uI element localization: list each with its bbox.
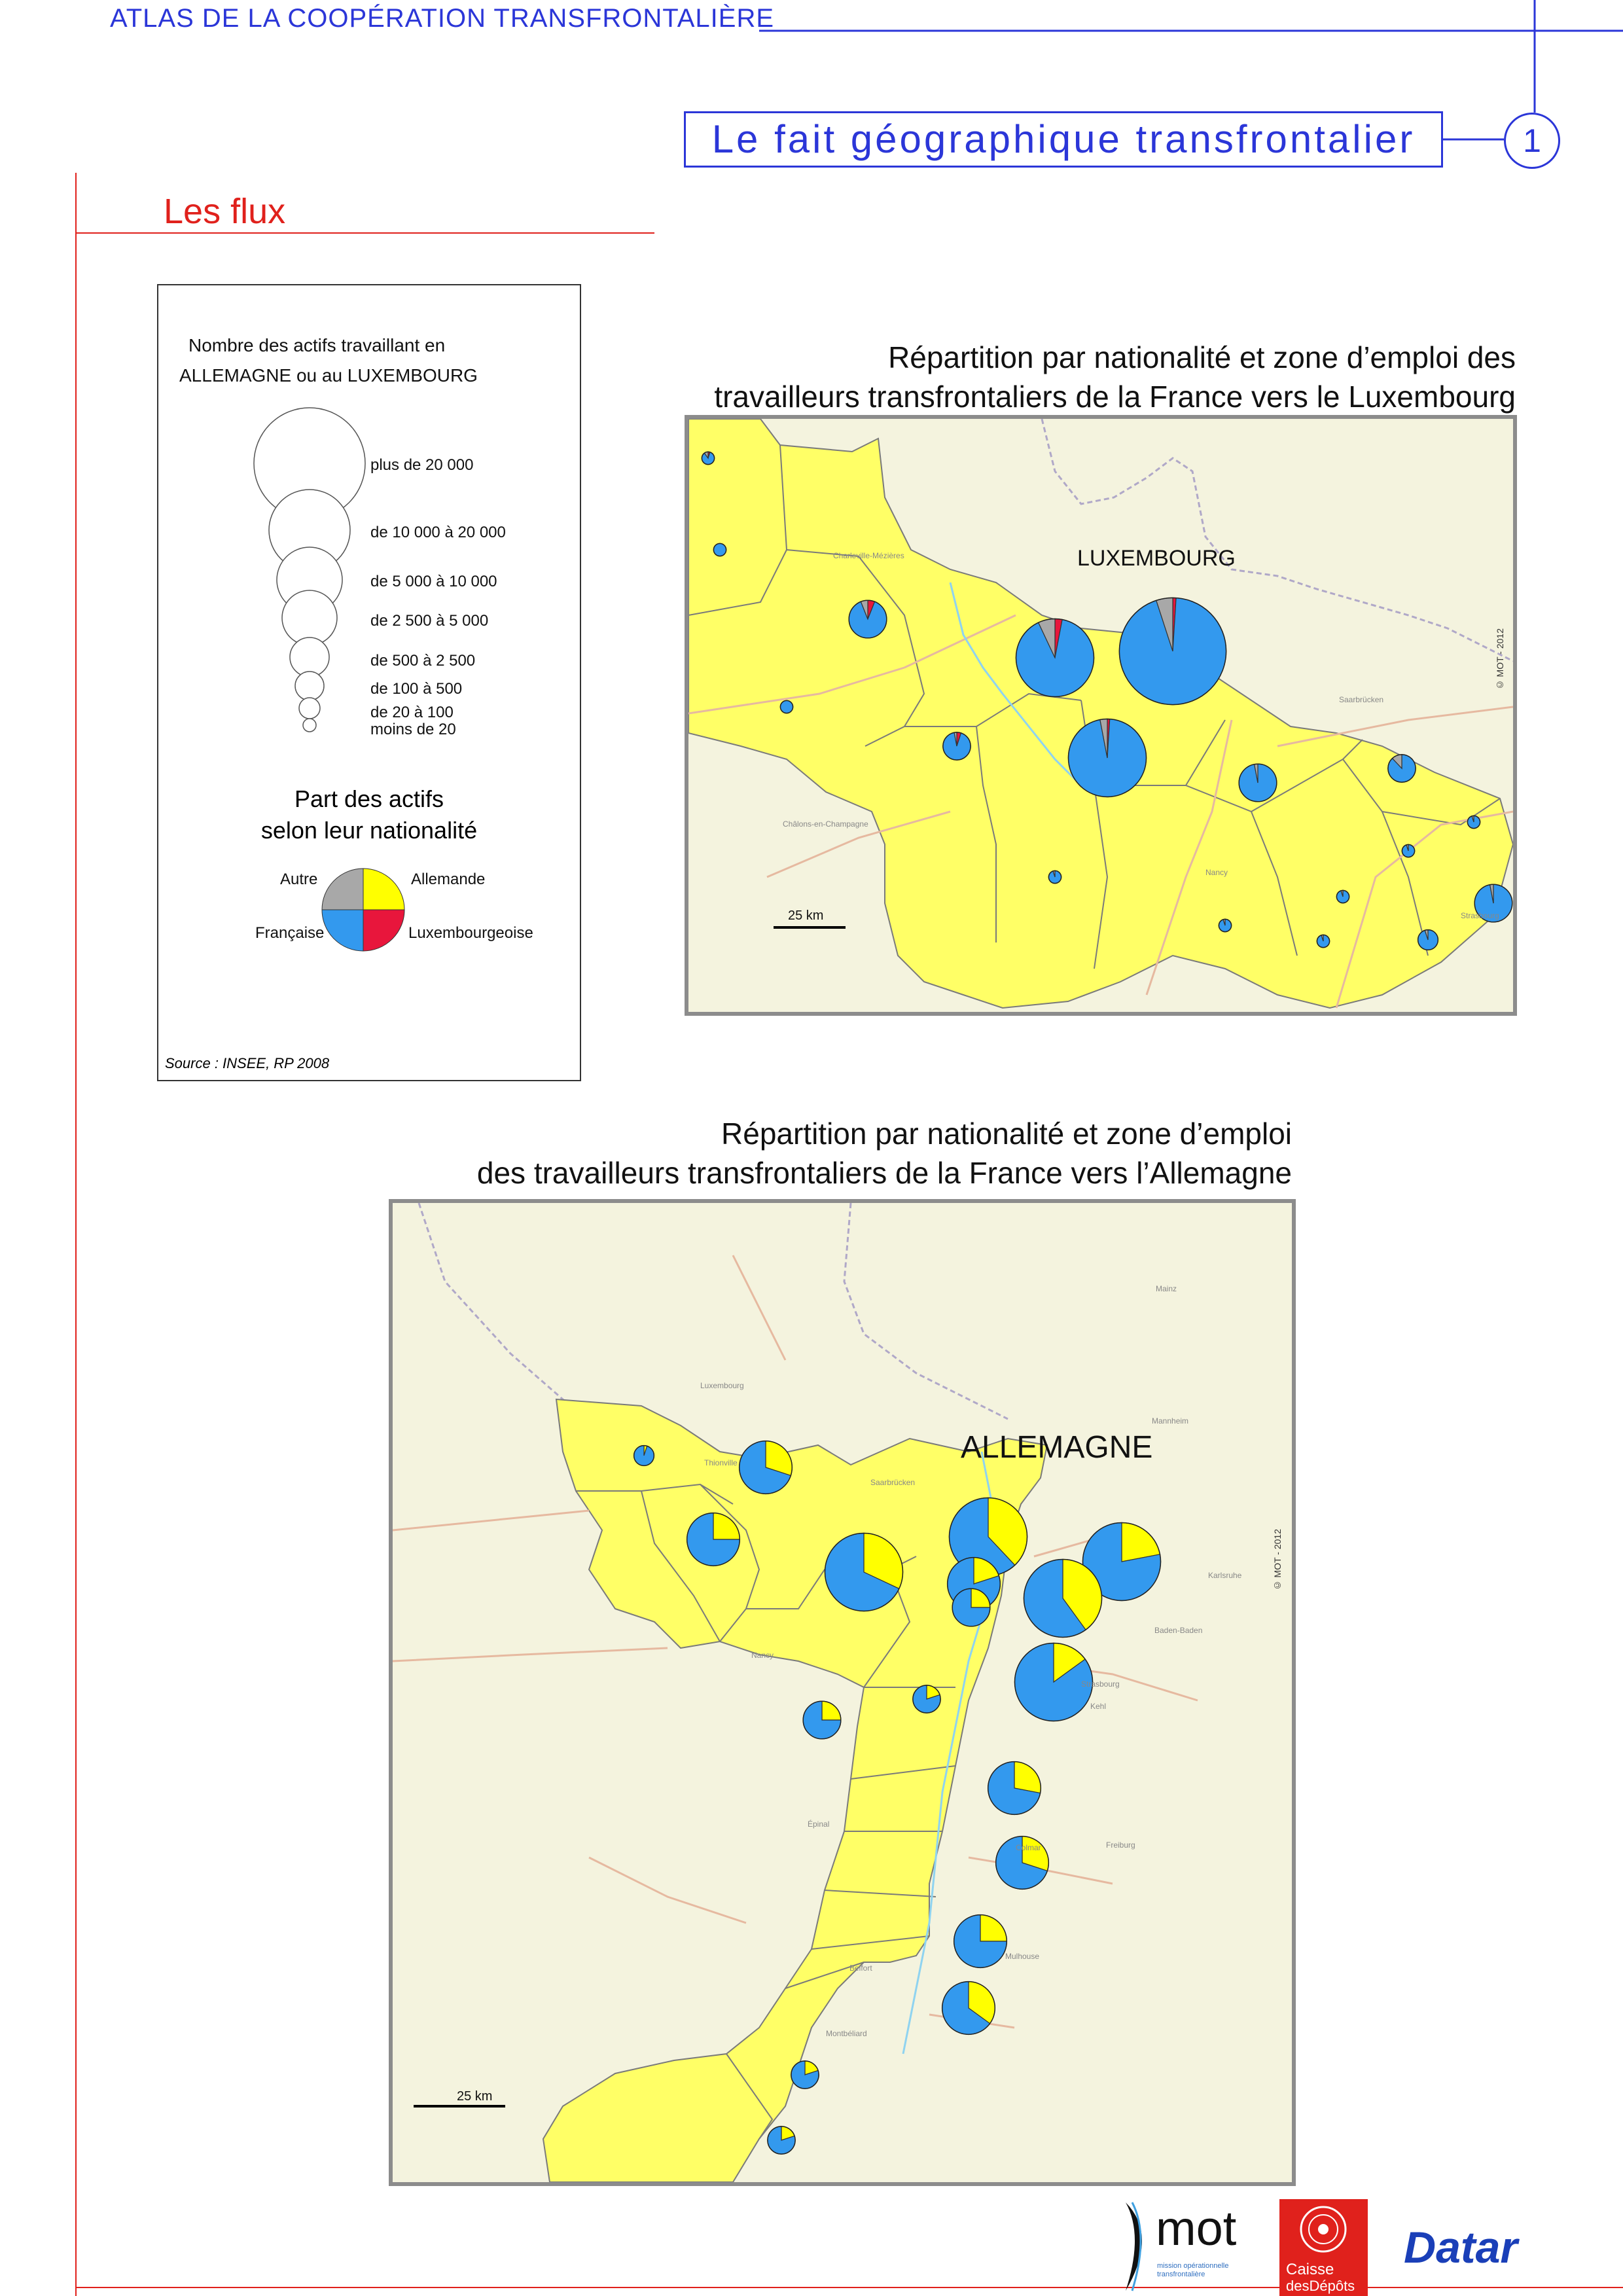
map-de-pie-7	[1024, 1559, 1101, 1637]
map-de-pie-4	[825, 1533, 902, 1611]
map-lux-pie-15	[1317, 935, 1329, 947]
legend-size-class-2: de 10 000 à 20 000	[370, 524, 506, 541]
legend-wedge-francaise	[322, 910, 363, 951]
map-de-pie-2	[740, 1441, 793, 1494]
map-lux-country-label: LUXEMBOURG	[1077, 546, 1236, 571]
map-lux-scale-label: 25 km	[788, 908, 824, 923]
legend-size-class-4: de 2 500 à 5 000	[370, 612, 489, 630]
map-de-town-label-5: Baden-Baden	[1154, 1626, 1203, 1635]
map-de-pie-18	[768, 2126, 795, 2154]
cdc-seal-icon	[1279, 2199, 1368, 2258]
map-de-town-label-1: Thionville	[704, 1458, 738, 1467]
map-lux-credit: © MOT - 2012	[1495, 628, 1505, 691]
subsection-title: Les flux	[164, 192, 286, 231]
map-de-town-label-10: Freiburg	[1106, 1840, 1135, 1850]
map-de-pie-13	[988, 1762, 1041, 1815]
atlas-title: ATLAS DE LA COOPÉRATION TRANSFRONTALIÈRE	[110, 4, 775, 33]
map-de-town-label-7: Strasbourg	[1081, 1679, 1120, 1689]
legend-size-class-5: de 500 à 2 500	[370, 652, 476, 670]
map-lux-pie-7	[1119, 598, 1226, 704]
section-title: Le fait géographique transfrontalier	[711, 117, 1416, 161]
map-de-town-label-2: Saarbrücken	[870, 1478, 916, 1487]
map-lux-pie-5	[943, 732, 971, 760]
legend-wedge-allemande	[363, 869, 404, 910]
map-lux-pie-17	[1219, 919, 1231, 931]
legend-size-title-1: Nombre des actifs travaillant en	[188, 335, 446, 355]
legend-wedge-autre	[322, 869, 363, 910]
cdc-logo-line2: desDépôts	[1286, 2278, 1355, 2294]
legend-cat-luxembourgeoise: Luxembourgeoise	[408, 924, 533, 942]
legend-source: Source : INSEE, RP 2008	[165, 1055, 330, 1071]
map-de-town-label-13: Montbéliard	[826, 2029, 867, 2038]
legend-share-title-2: selon leur nationalité	[260, 817, 478, 844]
legend-size-class-8: moins de 20	[370, 721, 456, 738]
map-de-pie-16	[942, 1982, 995, 2035]
legend-cat-autre: Autre	[280, 870, 318, 888]
map-lux-pie-11	[1467, 816, 1480, 828]
page-number: 1	[1504, 113, 1560, 169]
map-lux-pie-18	[1418, 930, 1438, 950]
legend-circle-7	[299, 698, 320, 719]
legend-wedge-luxembourgeoise	[363, 910, 404, 951]
map-de-pie-3	[687, 1513, 740, 1566]
map-lux-town-label-4: Saarbrücken	[1339, 695, 1384, 704]
cdc-logo	[1279, 2199, 1368, 2296]
legend-cat-allemande: Allemande	[411, 870, 486, 888]
map-de-town-label-9: Colmar	[1016, 1843, 1041, 1852]
map-de-country-label: ALLEMAGNE	[961, 1430, 1153, 1465]
map-lux-pie-4	[780, 700, 793, 713]
map-lux-pie-2	[713, 543, 726, 556]
map-lux-pie-13	[1336, 890, 1349, 903]
legend-circle-5	[290, 637, 329, 677]
legend-cat-francaise: Française	[255, 924, 325, 942]
map-lux-pie-12	[1402, 844, 1414, 857]
cdc-logo-line1: Caisse	[1286, 2261, 1334, 2278]
map-de-town-label-6: Nancy	[751, 1651, 774, 1660]
map-de-town-label-15: Luxembourg	[700, 1381, 744, 1390]
legend-size-class-6: de 100 à 500	[370, 680, 463, 698]
legend-share-pie	[321, 867, 406, 952]
legend-size-circles	[249, 406, 380, 746]
map-lux-town-label-3: Nancy	[1205, 868, 1228, 877]
map-de-credit: © MOT - 2012	[1272, 1529, 1283, 1591]
map-lux-pie-1	[702, 452, 714, 464]
map-lux-title-2: travailleurs transfrontaliers de la France vers le Luxembourg	[714, 380, 1516, 414]
map-de-pie-1	[634, 1446, 654, 1466]
map-lux-pie-16	[1048, 870, 1061, 883]
map-lux-pie-9	[1239, 764, 1277, 802]
map-lux-town-label-1: Charleville-Mézières	[833, 551, 904, 560]
legend-size-title-2: ALLEMAGNE ou au LUXEMBOURG	[179, 365, 478, 386]
legend-size-class-7: de 20 à 100	[370, 704, 454, 721]
map-de-town-label-12: Belfort	[849, 1964, 872, 1973]
map-de-town-label-4: Karlsruhe	[1208, 1571, 1242, 1580]
map-de-scale-label: 25 km	[457, 2089, 493, 2104]
map-lux-title-1: Répartition par nationalité et zone d’emploi des	[888, 340, 1516, 374]
map-de-town-label-11: Mulhouse	[1005, 1952, 1040, 1961]
map-lux-pie-6	[1016, 619, 1094, 696]
legend-circle-8	[303, 719, 316, 732]
mot-logo-name: mot	[1156, 2201, 1237, 2255]
legend-size-class-3: de 5 000 à 10 000	[370, 573, 497, 590]
map-lux-pie-8	[1068, 719, 1146, 797]
map-de-town-label-16: Mainz	[1156, 1284, 1177, 1293]
map-lux-town-label-5: Strasbourg	[1461, 911, 1499, 920]
map-de-town-label-3: Mannheim	[1152, 1416, 1189, 1426]
map-de-pie-9	[952, 1588, 990, 1626]
map-de-pie-17	[791, 2061, 819, 2089]
map-lux-town-label-2: Châlons-en-Champagne	[783, 819, 868, 829]
legend-circle-6	[295, 672, 324, 700]
map-de-town-label-8: Kehl	[1090, 1702, 1107, 1711]
legend-size-class-1: plus de 20 000	[370, 456, 474, 474]
legend-share-title-1: Part des actifs	[294, 785, 444, 812]
map-lux-frame	[685, 415, 1517, 1016]
datar-logo: Datar	[1404, 2223, 1518, 2272]
map-de-title-1: Répartition par nationalité et zone d’emploi	[721, 1117, 1292, 1151]
map-de-town-label-14: Épinal	[808, 1820, 830, 1829]
map-de-pie-15	[954, 1915, 1007, 1968]
map-de-pie-12	[803, 1701, 841, 1739]
map-de-pie-11	[913, 1685, 940, 1713]
mot-logo-tagline: mission opérationnelle transfrontalière	[1157, 2262, 1229, 2278]
map-de-title-2: des travailleurs transfrontaliers de la France vers l’Allemagne	[476, 1156, 1292, 1190]
map-lux-pie-10	[1388, 755, 1416, 782]
map-lux-pie-3	[849, 600, 887, 638]
